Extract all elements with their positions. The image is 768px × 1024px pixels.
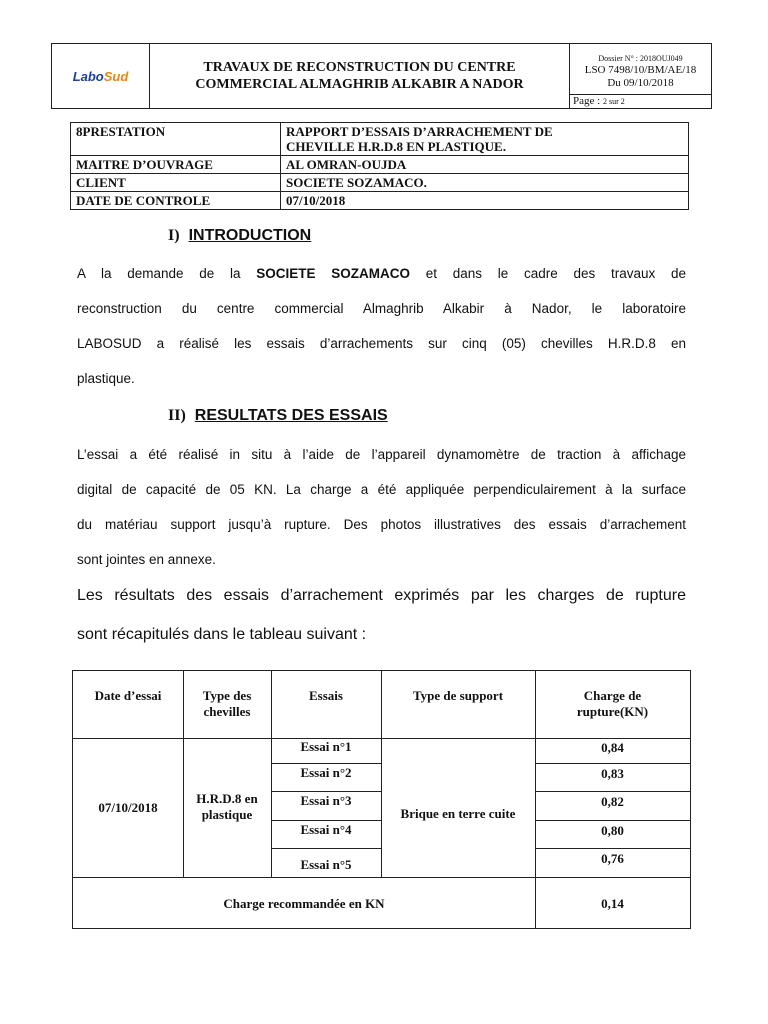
paragraph-line: Les résultats des essais d’arrachement exprimés par les charges de rupture	[77, 587, 686, 604]
table-rule	[271, 791, 381, 792]
paragraph-line: sont jointes en annexe.	[77, 552, 216, 567]
intro-paragraph	[77, 264, 686, 404]
info-key: CLIENT	[71, 174, 281, 192]
essai-label: Essai n°3	[300, 793, 352, 808]
header-essais: Essais	[309, 688, 343, 703]
header-type-chevilles: Type des chevilles	[202, 688, 252, 719]
header-date: Date d’essai	[94, 688, 162, 703]
table-rule	[535, 848, 690, 849]
results-table	[72, 670, 691, 929]
section-heading-resultats: II) RESULTATS DES ESSAIS	[168, 407, 388, 424]
info-key: MAITRE D’OUVRAGE	[71, 156, 281, 174]
table-rule	[535, 763, 690, 764]
section-heading-introduction: I) INTRODUCTION	[168, 227, 312, 244]
charge-value: 0,82	[601, 794, 624, 809]
reference-block	[570, 44, 711, 108]
paragraph-line: digital de capacité de 05 KN. La charge a été appliquée perpendiculairement à la surface	[77, 482, 686, 497]
table-rule	[271, 848, 381, 849]
paragraph-line: LABOSUD a réalisé les essais d’arrachements sur cinq (05) chevilles H.R.D.8 en	[77, 336, 686, 351]
document-header	[51, 43, 712, 109]
lso-reference: LSO 7498/10/BM/AE/18	[584, 64, 697, 76]
paragraph-line: du matériau support jusqu’à rupture. Des photos illustratives des essais d’arrachement	[77, 517, 686, 532]
recommended-value: 0,14	[601, 896, 624, 911]
report-date: Du 09/10/2018	[607, 77, 674, 89]
cell-type-cheville: H.R.D.8 en plastique	[196, 791, 258, 822]
table-rule	[73, 877, 690, 878]
results-paragraph	[77, 445, 686, 585]
paragraph-line: reconstruction du centre commercial Almaghrib Alkabir à Nador, le laboratoire	[77, 301, 686, 316]
info-row-maitre-ouvrage	[71, 156, 689, 174]
cell-date: 07/10/2018	[98, 800, 158, 815]
charge-value: 0,84	[601, 740, 624, 755]
essai-label: Essai n°2	[300, 765, 352, 780]
info-row-date-controle	[71, 192, 689, 210]
results-intro-text	[77, 586, 686, 664]
table-rule	[271, 820, 381, 821]
project-title-line1: TRAVAUX DE RECONSTRUCTION DU CENTRE	[203, 60, 516, 75]
essai-label: Essai n°1	[300, 739, 352, 754]
page-number: Page : 2 sur 2	[570, 94, 711, 108]
info-table	[70, 122, 689, 210]
info-row-client	[71, 174, 689, 192]
charge-value: 0,76	[601, 851, 624, 866]
essai-label: Essai n°4	[300, 822, 352, 837]
table-rule	[535, 791, 690, 792]
logo-cell	[52, 44, 150, 108]
dossier-number: Dossier N° : 2018OUJ049	[598, 54, 683, 63]
paragraph-line: sont récapitulés dans le tableau suivant :	[77, 626, 367, 643]
header-type-support: Type de support	[412, 688, 504, 703]
cell-type-support: Brique en terre cuite	[400, 806, 516, 821]
paragraph-line: plastique.	[77, 371, 135, 386]
info-key: DATE DE CONTROLE	[71, 192, 281, 210]
charge-value: 0,83	[601, 766, 624, 781]
info-row-prestation	[71, 123, 689, 156]
table-rule	[535, 820, 690, 821]
info-value: 07/10/2018	[281, 192, 689, 210]
paragraph-line: L’essai a été réalisé in situ à l’aide de l’appareil dynamomètre de traction à affichage	[77, 447, 686, 462]
paragraph-line: A la demande de la SOCIETE SOZAMACO et dans le cadre des travaux de	[77, 266, 686, 281]
info-value: AL OMRAN-OUJDA	[281, 156, 689, 174]
essai-label: Essai n°5	[300, 857, 352, 872]
info-value: RAPPORT D’ESSAIS D’ARRACHEMENT DE CHEVILLE H.R.D.8 EN PLASTIQUE.	[281, 123, 689, 156]
project-title	[150, 44, 570, 108]
header-charge-rupture: Charge de rupture(KN)	[576, 688, 649, 719]
labosud-logo: LaboSud	[72, 68, 129, 84]
info-value: SOCIETE SOZAMACO.	[281, 174, 689, 192]
table-rule	[271, 763, 381, 764]
project-title-line2: COMMERCIAL ALMAGHRIB ALKABIR A NADOR	[195, 77, 524, 92]
info-key: 8PRESTATION	[71, 123, 281, 156]
charge-value: 0,80	[601, 823, 624, 838]
recommended-label: Charge recommandée en KN	[223, 896, 385, 911]
